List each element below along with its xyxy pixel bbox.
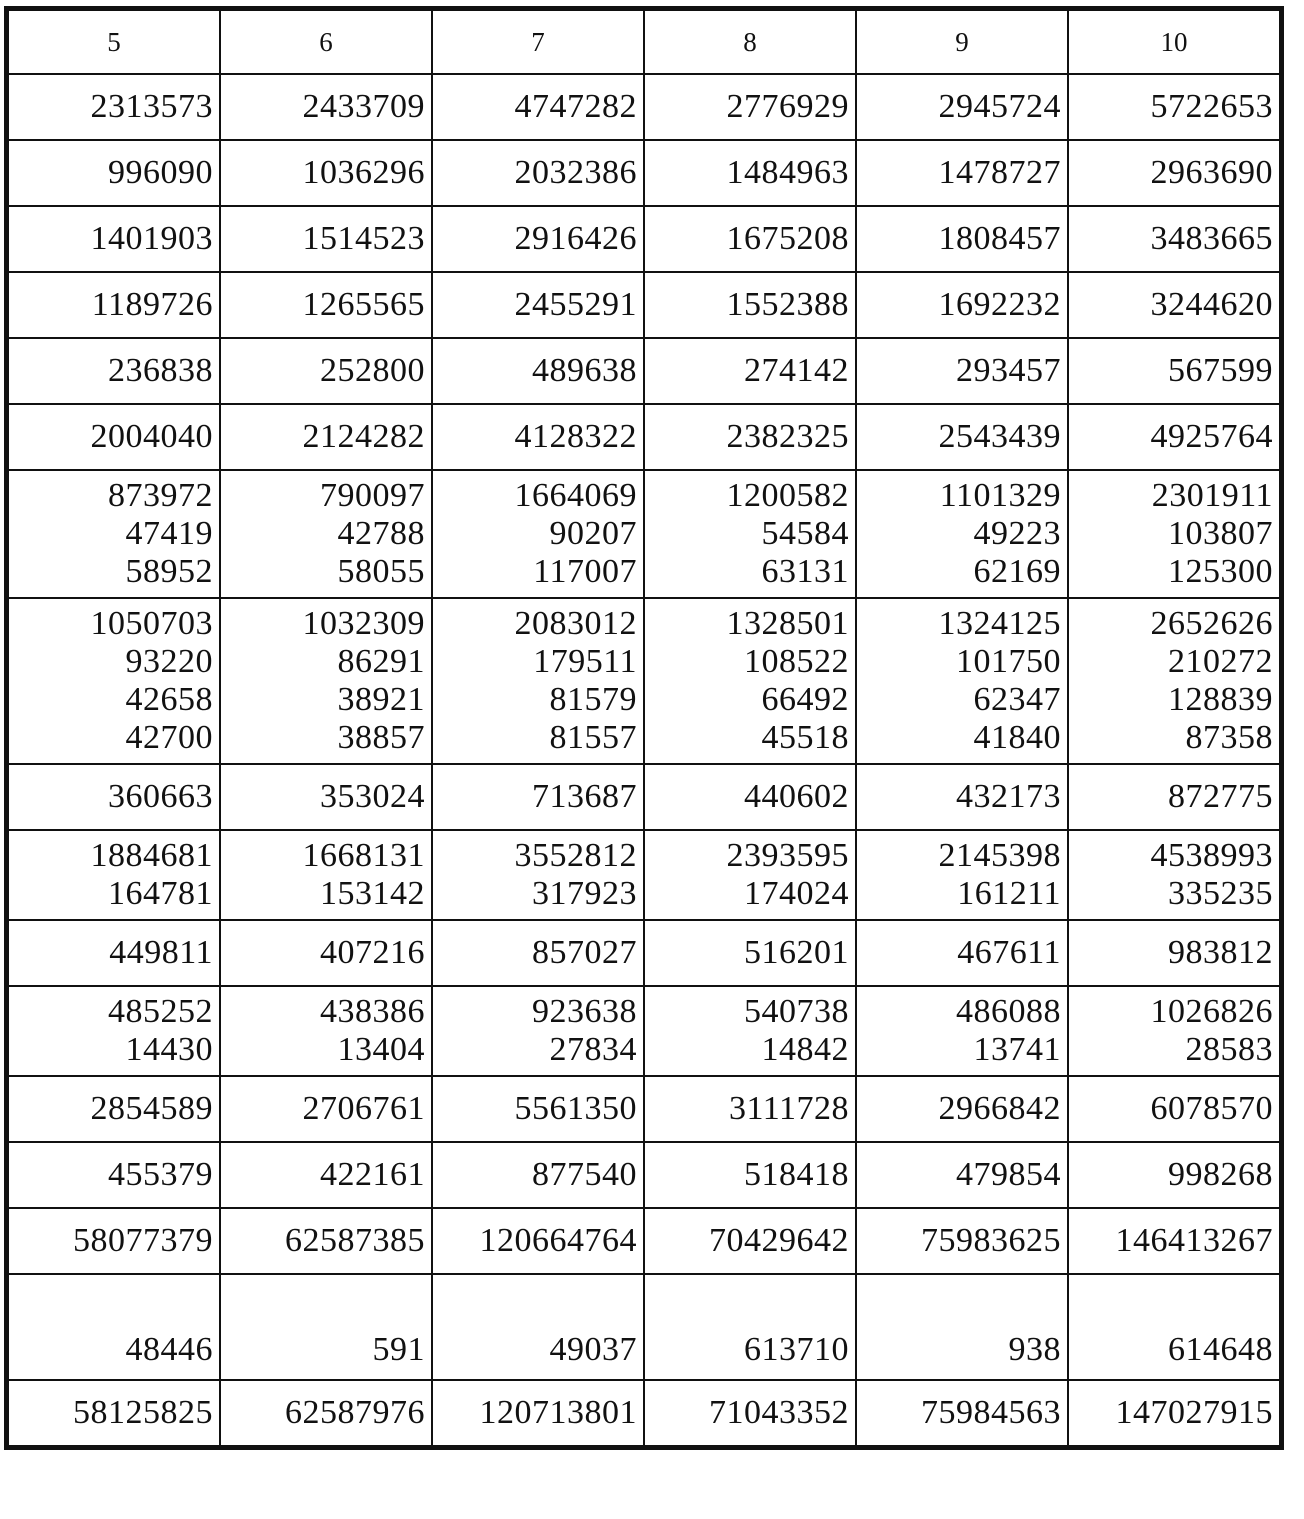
cell-value: 1884681 <box>90 837 213 874</box>
cell-value: 790097 <box>320 477 425 514</box>
column-header-6: 6 <box>220 10 432 74</box>
table-cell <box>856 920 1068 986</box>
cell-value: 1552388 <box>726 286 849 323</box>
table-cell <box>644 404 856 470</box>
table-cell <box>220 830 432 920</box>
cell-value: 13404 <box>337 1031 425 1068</box>
cell-value: 2032386 <box>514 154 637 191</box>
table-row <box>8 1380 1280 1446</box>
cell-value: 438386 <box>320 993 425 1030</box>
cell-value: 62587385 <box>285 1222 425 1259</box>
cell-value: 147027915 <box>1115 1394 1273 1431</box>
cell-value: 103807 <box>1168 515 1273 552</box>
table-cell <box>856 764 1068 830</box>
cell-value: 449811 <box>109 934 213 971</box>
cell-value: 28583 <box>1185 1031 1273 1068</box>
table-cell <box>644 74 856 140</box>
table-row <box>8 272 1280 338</box>
cell-value: 87358 <box>1185 719 1273 756</box>
cell-value: 2313573 <box>90 88 213 125</box>
cell-value: 14842 <box>761 1031 849 1068</box>
cell-value: 2301911 <box>1151 477 1273 514</box>
cell-value: 2916426 <box>514 220 637 257</box>
cell-value: 1478727 <box>938 154 1061 191</box>
cell-value: 49037 <box>549 1331 637 1368</box>
cell-value: 117007 <box>533 553 637 590</box>
column-header-8: 8 <box>644 10 856 74</box>
cell-value: 49223 <box>973 515 1061 552</box>
table-cell <box>220 470 432 598</box>
table-cell <box>220 338 432 404</box>
cell-value: 236838 <box>108 352 213 389</box>
table-row <box>8 404 1280 470</box>
table-row <box>8 598 1280 764</box>
table-cell <box>856 1142 1068 1208</box>
cell-value: 1664069 <box>514 477 637 514</box>
cell-value: 1036296 <box>302 154 425 191</box>
cell-value: 75983625 <box>921 1222 1061 1259</box>
cell-value: 70429642 <box>709 1222 849 1259</box>
table-cell <box>432 1208 644 1274</box>
cell-value: 1328501 <box>726 605 849 642</box>
table-cell <box>644 272 856 338</box>
cell-value: 1692232 <box>938 286 1061 323</box>
column-header-10: 10 <box>1068 10 1280 74</box>
cell-value: 2776929 <box>726 88 849 125</box>
table-cell <box>432 764 644 830</box>
table-cell <box>644 1380 856 1446</box>
cell-value: 983812 <box>1168 934 1273 971</box>
table-cell <box>856 1208 1068 1274</box>
table-cell <box>8 272 220 338</box>
cell-value: 48446 <box>125 1331 213 1368</box>
cell-value: 2124282 <box>302 418 425 455</box>
cell-value: 360663 <box>108 778 213 815</box>
table-cell <box>856 338 1068 404</box>
table-cell <box>8 140 220 206</box>
table-cell <box>432 1142 644 1208</box>
cell-value: 252800 <box>320 352 425 389</box>
cell-value: 1808457 <box>938 220 1061 257</box>
table-cell <box>856 1274 1068 1380</box>
table-cell <box>220 1076 432 1142</box>
table-cell <box>8 830 220 920</box>
cell-value: 58125825 <box>73 1394 213 1431</box>
cell-value: 38857 <box>337 719 425 756</box>
cell-value: 1265565 <box>302 286 425 323</box>
cell-value: 2083012 <box>514 605 637 642</box>
cell-value: 174024 <box>744 875 849 912</box>
cell-value: 353024 <box>320 778 425 815</box>
table-cell <box>220 764 432 830</box>
cell-value: 146413267 <box>1115 1222 1273 1259</box>
cell-value: 210272 <box>1168 643 1273 680</box>
table-cell <box>856 830 1068 920</box>
table-cell <box>432 1076 644 1142</box>
cell-value: 90207 <box>549 515 637 552</box>
table-cell <box>856 1380 1068 1446</box>
table-cell <box>432 470 644 598</box>
cell-value: 2004040 <box>90 418 213 455</box>
cell-value: 4128322 <box>514 418 637 455</box>
cell-value: 567599 <box>1168 352 1273 389</box>
header-row <box>8 10 1280 74</box>
table-cell <box>220 272 432 338</box>
table-cell <box>644 140 856 206</box>
cell-value: 486088 <box>956 993 1061 1030</box>
cell-value: 432173 <box>956 778 1061 815</box>
table-cell <box>1068 404 1280 470</box>
cell-value: 81579 <box>549 681 637 718</box>
table-cell <box>220 920 432 986</box>
cell-value: 422161 <box>320 1156 425 1193</box>
cell-value: 857027 <box>532 934 637 971</box>
cell-value: 1668131 <box>302 837 425 874</box>
table-cell <box>1068 1142 1280 1208</box>
cell-value: 14430 <box>125 1031 213 1068</box>
cell-value: 2382325 <box>726 418 849 455</box>
table-row <box>8 764 1280 830</box>
cell-value: 62169 <box>973 553 1061 590</box>
table-cell <box>432 338 644 404</box>
cell-value: 86291 <box>337 643 425 680</box>
table-cell <box>432 598 644 764</box>
cell-value: 489638 <box>532 352 637 389</box>
cell-value: 2963690 <box>1150 154 1273 191</box>
table-cell <box>8 470 220 598</box>
table-cell <box>8 338 220 404</box>
table-row <box>8 830 1280 920</box>
cell-value: 2854589 <box>90 1090 213 1127</box>
table-cell <box>220 1274 432 1380</box>
table-cell <box>8 206 220 272</box>
data-table-frame <box>4 6 1284 1450</box>
cell-value: 3552812 <box>514 837 637 874</box>
table-cell <box>432 206 644 272</box>
table-cell <box>856 1076 1068 1142</box>
cell-value: 1026826 <box>1150 993 1273 1030</box>
cell-value: 66492 <box>761 681 849 718</box>
cell-value: 4925764 <box>1150 418 1273 455</box>
cell-value: 63131 <box>761 553 849 590</box>
column-header-7: 7 <box>432 10 644 74</box>
table-row <box>8 470 1280 598</box>
cell-value: 485252 <box>108 993 213 1030</box>
cell-value: 877540 <box>532 1156 637 1193</box>
table-cell <box>8 404 220 470</box>
cell-value: 125300 <box>1168 553 1273 590</box>
table-cell <box>1068 598 1280 764</box>
cell-value: 1032309 <box>302 605 425 642</box>
cell-value: 71043352 <box>709 1394 849 1431</box>
cell-value: 13741 <box>973 1031 1061 1068</box>
table-cell <box>644 920 856 986</box>
table-cell <box>856 140 1068 206</box>
cell-value: 335235 <box>1168 875 1273 912</box>
cell-value: 440602 <box>744 778 849 815</box>
table-cell <box>1068 272 1280 338</box>
table-cell <box>8 598 220 764</box>
table-cell <box>1068 1274 1280 1380</box>
cell-value: 1050703 <box>90 605 213 642</box>
table-cell <box>432 140 644 206</box>
cell-value: 47419 <box>125 515 213 552</box>
table-cell <box>8 1274 220 1380</box>
table-cell <box>220 206 432 272</box>
table-cell <box>1068 920 1280 986</box>
cell-value: 407216 <box>320 934 425 971</box>
table-cell <box>1068 74 1280 140</box>
table-row <box>8 338 1280 404</box>
cell-value: 996090 <box>108 154 213 191</box>
cell-value: 42700 <box>125 719 213 756</box>
cell-value: 41840 <box>973 719 1061 756</box>
cell-value: 2455291 <box>514 286 637 323</box>
table-cell <box>1068 140 1280 206</box>
table-row <box>8 1208 1280 1274</box>
cell-value: 1200582 <box>726 477 849 514</box>
cell-value: 6078570 <box>1150 1090 1273 1127</box>
table-cell <box>220 74 432 140</box>
cell-value: 2543439 <box>938 418 1061 455</box>
table-cell <box>432 830 644 920</box>
table-cell <box>432 1380 644 1446</box>
table-row <box>8 1142 1280 1208</box>
column-header-5: 5 <box>8 10 220 74</box>
cell-value: 81557 <box>549 719 637 756</box>
cell-value: 101750 <box>956 643 1061 680</box>
table-cell <box>644 1142 856 1208</box>
table-cell <box>1068 830 1280 920</box>
table-row <box>8 1076 1280 1142</box>
cell-value: 479854 <box>956 1156 1061 1193</box>
cell-value: 274142 <box>744 352 849 389</box>
cell-value: 42788 <box>337 515 425 552</box>
table-cell <box>1068 338 1280 404</box>
table-row <box>8 74 1280 140</box>
table-cell <box>8 1076 220 1142</box>
cell-value: 45518 <box>761 719 849 756</box>
cell-value: 75984563 <box>921 1394 1061 1431</box>
table-cell <box>1068 206 1280 272</box>
table-cell <box>1068 470 1280 598</box>
cell-value: 540738 <box>744 993 849 1030</box>
table-row <box>8 140 1280 206</box>
table-cell <box>432 1274 644 1380</box>
table-cell <box>1068 764 1280 830</box>
cell-value: 1484963 <box>726 154 849 191</box>
table-row <box>8 920 1280 986</box>
cell-value: 42658 <box>125 681 213 718</box>
table-cell <box>432 920 644 986</box>
table-cell <box>644 1274 856 1380</box>
cell-value: 93220 <box>125 643 213 680</box>
table-cell <box>8 74 220 140</box>
cell-value: 938 <box>1008 1331 1061 1368</box>
cell-value: 2145398 <box>938 837 1061 874</box>
cell-value: 120713801 <box>479 1394 637 1431</box>
cell-value: 873972 <box>108 477 213 514</box>
table-cell <box>8 986 220 1076</box>
cell-value: 5722653 <box>1150 88 1273 125</box>
cell-value: 2706761 <box>302 1090 425 1127</box>
table-cell <box>644 1076 856 1142</box>
table-row <box>8 986 1280 1076</box>
table-cell <box>856 598 1068 764</box>
table-cell <box>1068 1076 1280 1142</box>
table-cell <box>220 1142 432 1208</box>
cell-value: 1675208 <box>726 220 849 257</box>
cell-value: 4747282 <box>514 88 637 125</box>
cell-value: 2966842 <box>938 1090 1061 1127</box>
cell-value: 2945724 <box>938 88 1061 125</box>
table-row <box>8 206 1280 272</box>
table-cell <box>856 470 1068 598</box>
cell-value: 1514523 <box>302 220 425 257</box>
cell-value: 62347 <box>973 681 1061 718</box>
table-cell <box>1068 986 1280 1076</box>
table-cell <box>1068 1380 1280 1446</box>
table-cell <box>1068 1208 1280 1274</box>
table-cell <box>8 1208 220 1274</box>
cell-value: 3244620 <box>1150 286 1273 323</box>
table-body <box>8 74 1280 1446</box>
table-cell <box>220 404 432 470</box>
cell-value: 2652626 <box>1150 605 1273 642</box>
cell-value: 179511 <box>533 643 637 680</box>
table-cell <box>220 140 432 206</box>
table-cell <box>644 598 856 764</box>
cell-value: 3111728 <box>729 1090 849 1127</box>
cell-value: 713687 <box>532 778 637 815</box>
table-cell <box>644 1208 856 1274</box>
table-cell <box>432 272 644 338</box>
cell-value: 3483665 <box>1150 220 1273 257</box>
data-table <box>7 9 1281 1447</box>
table-cell <box>8 764 220 830</box>
cell-value: 4538993 <box>1150 837 1273 874</box>
table-cell <box>644 338 856 404</box>
cell-value: 62587976 <box>285 1394 425 1431</box>
table-cell <box>644 830 856 920</box>
cell-value: 153142 <box>320 875 425 912</box>
cell-value: 1324125 <box>938 605 1061 642</box>
table-cell <box>856 986 1068 1076</box>
table-cell <box>8 1380 220 1446</box>
table-cell <box>644 986 856 1076</box>
cell-value: 293457 <box>956 352 1061 389</box>
column-header-9: 9 <box>856 10 1068 74</box>
cell-value: 516201 <box>744 934 849 971</box>
cell-value: 164781 <box>108 875 213 912</box>
cell-value: 58952 <box>125 553 213 590</box>
table-cell <box>856 272 1068 338</box>
cell-value: 1101329 <box>939 477 1061 514</box>
cell-value: 58077379 <box>73 1222 213 1259</box>
table-cell <box>8 1142 220 1208</box>
table-cell <box>432 986 644 1076</box>
table-cell <box>644 206 856 272</box>
cell-value: 2433709 <box>302 88 425 125</box>
cell-value: 161211 <box>957 875 1061 912</box>
cell-value: 27834 <box>549 1031 637 1068</box>
table-cell <box>644 470 856 598</box>
cell-value: 998268 <box>1168 1156 1273 1193</box>
table-row <box>8 1274 1280 1380</box>
cell-value: 518418 <box>744 1156 849 1193</box>
table-cell <box>432 404 644 470</box>
cell-value: 613710 <box>744 1331 849 1368</box>
cell-value: 38921 <box>337 681 425 718</box>
cell-value: 5561350 <box>514 1090 637 1127</box>
cell-value: 120664764 <box>479 1222 637 1259</box>
cell-value: 591 <box>372 1331 425 1368</box>
table-cell <box>220 986 432 1076</box>
cell-value: 54584 <box>761 515 849 552</box>
cell-value: 108522 <box>744 643 849 680</box>
cell-value: 1189726 <box>91 286 213 323</box>
table-cell <box>220 598 432 764</box>
table-cell <box>856 74 1068 140</box>
table-cell <box>856 206 1068 272</box>
table-cell <box>220 1380 432 1446</box>
table-cell <box>220 1208 432 1274</box>
cell-value: 58055 <box>337 553 425 590</box>
cell-value: 317923 <box>532 875 637 912</box>
cell-value: 467611 <box>957 934 1061 971</box>
cell-value: 923638 <box>532 993 637 1030</box>
table-cell <box>8 920 220 986</box>
cell-value: 614648 <box>1168 1331 1273 1368</box>
table-cell <box>644 764 856 830</box>
cell-value: 1401903 <box>90 220 213 257</box>
cell-value: 2393595 <box>726 837 849 874</box>
cell-value: 872775 <box>1168 778 1273 815</box>
cell-value: 455379 <box>108 1156 213 1193</box>
cell-value: 128839 <box>1168 681 1273 718</box>
table-cell <box>432 74 644 140</box>
table-cell <box>856 404 1068 470</box>
